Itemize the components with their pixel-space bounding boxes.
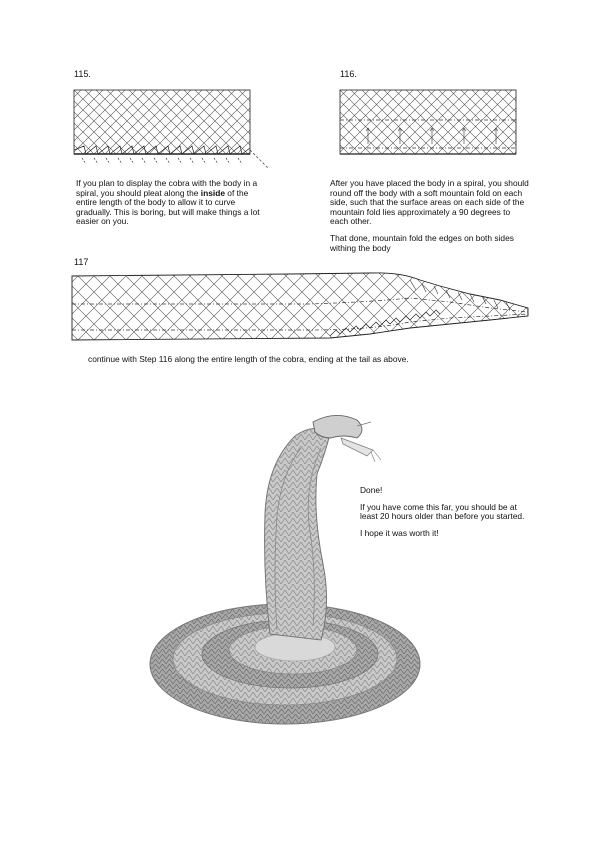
step-115-diagram: [72, 88, 272, 170]
step-116-paragraph-2: That done, mountain fold the edges on both sides withing the body: [330, 232, 514, 253]
step-115-text: [76, 179, 266, 227]
finale-hours: If you have come this far, you should be at least 20 hours older than before you started.: [360, 501, 525, 522]
finale-done: Done!: [360, 485, 383, 495]
step-115-number: 115.: [74, 69, 91, 79]
finale-hope: I hope it was worth it!: [360, 527, 439, 538]
step-117-diagram: [70, 268, 534, 348]
step-115-bold-word: inside: [200, 187, 225, 198]
step-115-text-after: of the entire length of the body to allow it to curve gradually. This is boring, but will make things a lot easier on you.: [76, 187, 260, 227]
step-117-caption: continue with Step 116 along the entire length of the cobra, ending at the tail as above.: [88, 354, 409, 364]
finished-cobra-image: [145, 404, 445, 734]
step-116-number: 116.: [340, 69, 357, 79]
step-116-diagram: [338, 88, 520, 164]
step-117-number: 117: [74, 257, 89, 267]
step-116-text: [330, 179, 530, 253]
finale-text: [360, 486, 530, 538]
step-116-paragraph-1: After you have placed the body in a spiral, you should round off the body with a soft mountain fold on each side, such that the surface areas on each side of the mountain fold lies approximately a 90 degrees to each other.: [330, 178, 529, 227]
step-115-text-before: If you plan to display the cobra with the body in a spiral, you should pleat along the: [76, 178, 258, 198]
